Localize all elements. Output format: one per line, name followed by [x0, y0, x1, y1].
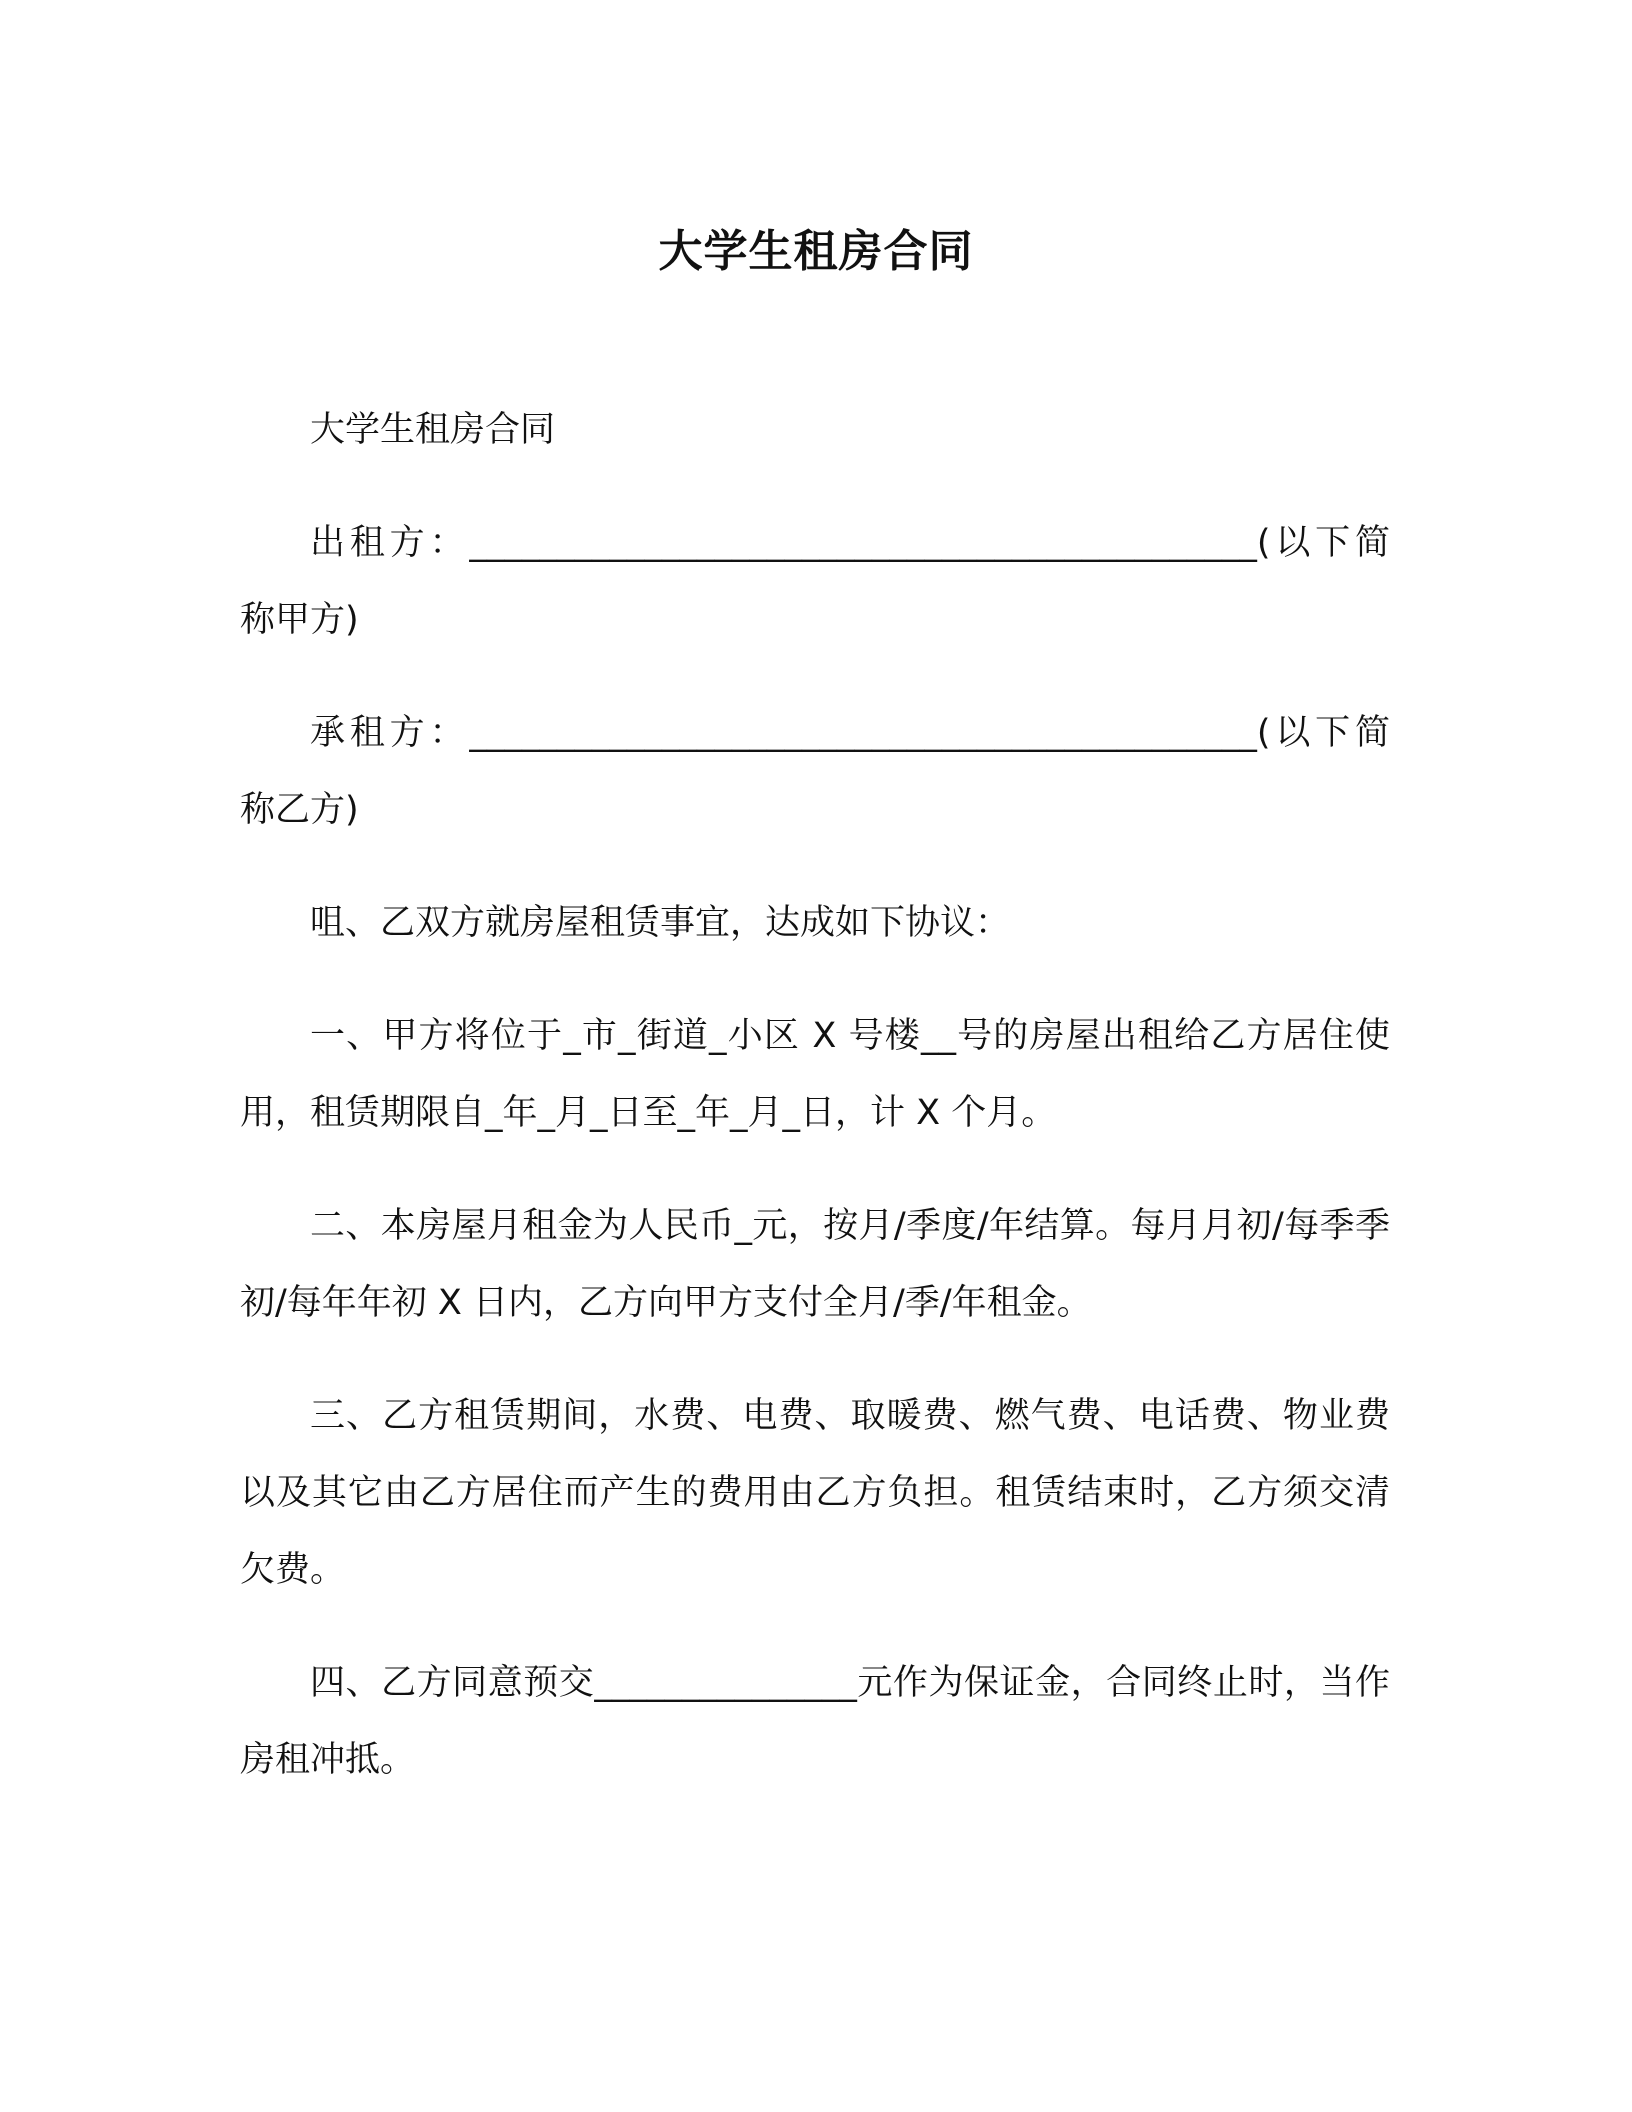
- subtitle-paragraph: 大学生租房合同: [310, 410, 556, 450]
- clause-3-paragraph: 三、乙方租赁期间，水费、电费、取暖费、燃气费、电话费、物业费以及其它由乙方居住而产生的费用由乙方负担。租赁结束时，乙方须交清欠费。: [240, 1396, 1390, 1590]
- lessor-paragraph: 出租方：_____________________________________________(以下简称甲方): [240, 523, 1390, 640]
- lessee-paragraph: 承租方：_____________________________________________(以下简称乙方): [240, 713, 1390, 830]
- document-body: [240, 392, 1390, 1835]
- clause-2-paragraph: 二、本房屋月租金为人民币_元，按月/季度/年结算。每月月初/每季季初/每年年初 X 日内，乙方向甲方支付全月/季/年租金。: [240, 1206, 1390, 1323]
- clause-4-paragraph: 四、乙方同意预交_______________元作为保证金，合同终止时，当作房租冲抵。: [240, 1663, 1390, 1780]
- clause-1-paragraph: 一、甲方将位于_市_街道_小区 X 号楼__号的房屋出租给乙方居住使用，租赁期限自_年_月_日至_年_月_日，计 X 个月。: [240, 1016, 1390, 1133]
- agreement-intro-paragraph: 咀、乙双方就房屋租赁事宜，达成如下协议：: [310, 903, 1011, 943]
- document-title: 大学生租房合同: [658, 226, 974, 277]
